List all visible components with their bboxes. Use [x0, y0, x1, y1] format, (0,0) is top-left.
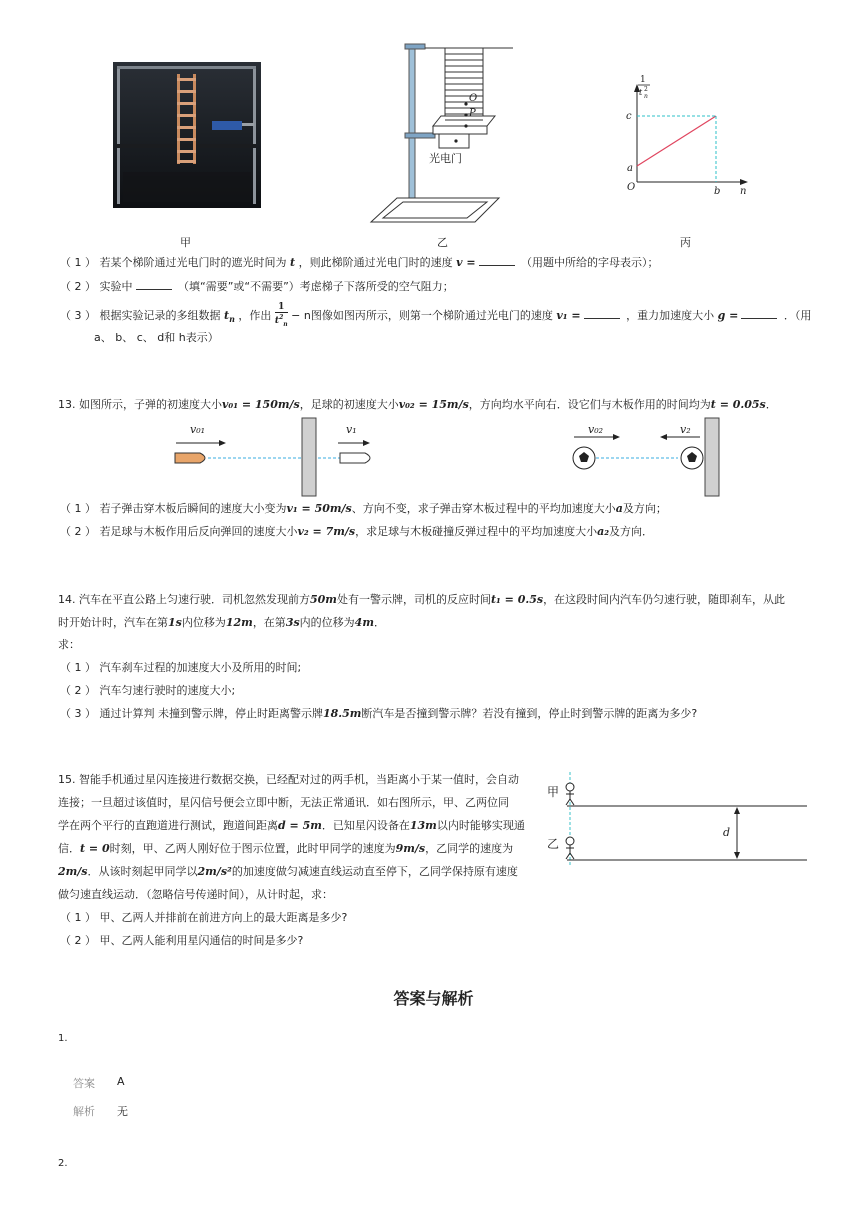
q13-part2-text-a: （ 2 ） 若足球与木板作用后反向弹回的速度大小	[60, 525, 298, 538]
q12-part3	[60, 302, 811, 330]
person-jia	[566, 783, 574, 805]
q13-part1-text-b: 、方向不变，求子弹击穿木板过程中的平均加速度大小	[351, 502, 616, 515]
q12-part1-text-b: ，则此梯阶通过光电门时的速度	[298, 256, 453, 269]
y-axis-denominator: t	[639, 88, 643, 97]
q13-part1-a: a	[615, 502, 623, 515]
ladder-photo-graphic	[113, 62, 261, 208]
x-axis-arrow	[740, 179, 748, 185]
q12-part1-text-c: （用题中所给的字母表示）；	[521, 256, 659, 269]
q14-line1	[58, 592, 785, 608]
q12-part3-fraction-num: 1	[275, 302, 288, 313]
v1-arrow-head	[363, 440, 370, 446]
answer-1-number: 1.	[58, 1033, 68, 1044]
q15-line4	[58, 841, 513, 857]
fig-v01-label: v₀₁	[190, 423, 206, 436]
q13-part2-text-c: 及方向．	[609, 525, 654, 538]
q14-line2-text-a: 时开始计时，汽车在第	[58, 616, 168, 629]
bullet-after	[340, 453, 370, 463]
q15-line3-text-a: 学在两个平行的直跑道进行测试，跑道间距离	[58, 819, 278, 832]
q12-part3-fraction-den-sup: 2	[279, 314, 284, 321]
q13-v01: v₀₁ = 150m/s	[222, 398, 300, 411]
q12-part2	[60, 279, 454, 295]
q14-part2: （ 2 ） 汽车匀速行驶时的速度大小;	[60, 684, 236, 697]
d-arrow-top	[734, 807, 740, 814]
point-o-label: O	[469, 93, 478, 104]
label-a: a	[627, 163, 633, 174]
answer-1-label: 答案	[73, 1077, 95, 1090]
q15-line3-text-b: ．已知星闪设备在	[321, 819, 410, 832]
point-p-label: P	[469, 108, 476, 119]
q15-line2: 连接；一旦超过该值时，星闪信号便会立即中断，无法正常通讯．如右图所示，甲、乙两位同	[58, 796, 509, 809]
v2-arrow-head	[660, 434, 667, 440]
d-arrow-bottom	[734, 852, 740, 859]
q15-track-svg	[545, 770, 810, 870]
q15-line4-text-b: 时刻，甲、乙两人刚好位于图示位置，此时甲同学的速度为	[109, 842, 396, 855]
q15-line4-text-a: 信．	[58, 842, 80, 855]
q14-1s: 1s	[168, 616, 182, 629]
q15-line4-text-c: ，乙同学的速度为	[425, 842, 514, 855]
q12-part2-blank[interactable]	[136, 279, 172, 290]
q12-part3-text-b: ，作出	[238, 308, 272, 322]
q15-part1: （ 1 ） 甲、乙两人并排前在前进方向上的最大距离是多少?	[60, 911, 348, 924]
q15-13m: 13m	[409, 819, 437, 832]
q15-track-figure	[545, 770, 810, 870]
q13-intro-text-b: ，足球的初速度大小	[299, 398, 399, 411]
q14-12m: 12m	[225, 616, 253, 629]
q14-part3-text-a: （ 3 ） 通过计算判 未撞到警示牌，停止时距离警示牌	[60, 707, 323, 720]
q12-part1-text-a: （ 1 ） 若某个梯阶通过光电门时的遮光时间为	[60, 256, 287, 269]
v01-arrow-head	[219, 440, 226, 446]
q13-bullet-figure	[170, 415, 390, 497]
q13-part2-a2: a₂	[597, 525, 610, 538]
label-origin: O	[627, 182, 636, 193]
q13-intro-text-d: ．	[765, 398, 777, 411]
caption-yi: 乙	[437, 236, 448, 249]
q12-part3-v1: v₁ =	[556, 308, 581, 322]
q12-part3-text-a: （ 3 ） 根据实验记录的多组数据	[60, 308, 221, 322]
q14-t1: t₁ = 0.5s	[490, 593, 544, 606]
q12-part1	[60, 255, 659, 271]
q13-part2-text-b: ，求足球与木板碰撞反弹过程中的平均加速度大小	[355, 525, 598, 538]
q13-intro	[58, 397, 777, 413]
q15-acc: 2m/s²	[197, 865, 232, 878]
q14-line2	[58, 615, 385, 631]
answer-1-value: A	[117, 1075, 125, 1088]
q13-intro-text-a: 13. 如图所示，子弹的初速度大小	[58, 398, 222, 411]
q12-part3-text-e: ．（用	[783, 308, 812, 322]
q15-t0: t = 0	[80, 842, 110, 855]
q14-4m: 4m	[354, 616, 374, 629]
wood-board-2	[705, 418, 719, 496]
graph-bing-svg	[618, 72, 758, 200]
q14-part3	[60, 706, 697, 722]
q15-line1: 15. 智能手机通过星闪连接进行数据交换，已经配对过的两手机，当距离小于某一值时，会自动	[58, 773, 519, 786]
q13-ball-svg	[568, 415, 728, 497]
person-yi	[566, 837, 574, 859]
q12-part3-tn	[224, 308, 235, 325]
q15-line3-text-c: 以内时能够实现通	[436, 819, 525, 832]
fig-v1-label: v₁	[346, 423, 357, 436]
q12-part3-fraction-den-sub: n	[283, 320, 288, 328]
y-axis-denominator-sup: 2	[644, 86, 648, 93]
q15-line3	[58, 818, 525, 834]
data-line	[637, 116, 716, 166]
q13-intro-text-c: ，方向均水平向右．设它们与木板作用的时间均为	[468, 398, 711, 411]
x-axis-label: n	[740, 186, 747, 197]
q13-v02: v₀₂ = 15m/s	[398, 398, 469, 411]
q12-part1-blank[interactable]	[479, 255, 515, 266]
wood-board-1	[302, 418, 316, 496]
q15-line6: 做匀速直线运动．（忽略信号传递时间），从计时起，求：	[58, 888, 333, 901]
explanation-1-label: 解析	[73, 1105, 95, 1118]
q14-line2-text-c: ，在第	[252, 616, 286, 629]
q13-part2-v2: v₂ = 7m/s	[297, 525, 356, 538]
q13-part1	[60, 501, 667, 517]
q12-part3-line2: a、 b、 c、 d和 h表示）	[94, 331, 219, 344]
q13-ball-figure	[568, 415, 728, 497]
q14-line2-text-d: 内的位移为	[299, 616, 355, 629]
q12-part3-text-c: − n图像如图丙所示，则第一个梯阶通过光电门的速度	[291, 308, 553, 322]
q12-part3-blank-g[interactable]	[741, 308, 777, 319]
v02-arrow-head	[613, 434, 620, 440]
fig-v2-label: v₂	[680, 423, 691, 436]
q12-part1-v: v =	[456, 256, 476, 269]
q12-part3-g: g =	[717, 308, 739, 322]
graph-bing	[618, 72, 758, 200]
ladder-photo	[113, 62, 261, 208]
q15-line5-text-b: 的加速度做匀减速直线运动直至停下，乙同学保持原有速度	[231, 865, 518, 878]
q14-line1-text-b: 处有一警示牌，司机的反应时间	[336, 593, 491, 606]
q12-part3-fraction-den	[275, 313, 288, 330]
q13-part1-text-c: 及方向；	[622, 502, 667, 515]
q14-line1-text-c: ，在这段时间内汽车仍匀速行驶，随即刹车，从此	[543, 593, 786, 606]
q12-part3-fraction-den-base: t	[274, 316, 280, 326]
y-axis-denominator-sub: n	[644, 93, 648, 100]
fig-yi-label: 乙	[547, 837, 560, 851]
y-axis-numerator: 1	[640, 75, 646, 85]
q13-part1-v1: v₁ = 50m/s	[286, 502, 352, 515]
q14-line1-text-a: 14. 汽车在平直公路上匀速行驶．司机忽然发现前方	[58, 593, 310, 606]
q14-part3-text-b: 断汽车是否撞到警示牌？若没有撞到，停止时到警示牌的距离为多少?	[361, 707, 698, 720]
fig-v02-label: v₀₂	[588, 423, 604, 436]
q14-3s: 3s	[285, 616, 300, 629]
q13-part1-text-a: （ 1 ） 若子弹击穿木板后瞬间的速度大小变为	[60, 502, 287, 515]
q14-part1: （ 1 ） 汽车刹车过程的加速度大小及所用的时间;	[60, 661, 302, 674]
q15-9ms: 9m/s	[395, 842, 426, 855]
q15-d: d = 5m	[278, 819, 322, 832]
q15-2ms: 2m/s	[58, 865, 88, 878]
q12-part2-text-b: （填“需要”或“不需要”）考虑梯子下落所受的空气阻力；	[178, 280, 454, 293]
q13-part2	[60, 524, 653, 540]
caption-jia: 甲	[180, 236, 191, 249]
answers-title: 答案与解析	[393, 989, 474, 1008]
q15-line5	[58, 864, 518, 880]
fig-jia-label: 甲	[547, 785, 560, 799]
q14-part3-distance: 18.5m	[322, 707, 362, 720]
q12-part3-blank-v1[interactable]	[584, 308, 620, 319]
q12-part3-tn-sub: n	[229, 314, 235, 325]
q12-part3-text-d: ，重力加速度大小	[626, 308, 715, 322]
q12-part1-t: t	[290, 256, 296, 269]
photogate-label: 光电门	[429, 152, 462, 165]
caption-bing: 丙	[680, 236, 691, 249]
label-c: c	[626, 111, 632, 122]
q12-part2-text-a: （ 2 ） 实验中	[60, 280, 133, 293]
q15-line5-text-a: ．从该时刻起甲同学以	[87, 865, 198, 878]
q12-part3-fraction	[275, 302, 288, 330]
q14-distance: 50m	[310, 593, 337, 606]
q13-bullet-svg	[170, 415, 390, 497]
q15-part2: （ 2 ） 甲、乙两人能利用星闪通信的时间是多少?	[60, 934, 304, 947]
explanation-1-value: 无	[117, 1105, 128, 1118]
apparatus-diagram	[365, 40, 515, 230]
q13-t: t = 0.05s	[710, 398, 766, 411]
q14-qiu: 求：	[58, 638, 80, 651]
q14-line2-text-e: ．	[373, 616, 385, 629]
apparatus-graphic	[365, 40, 515, 230]
answer-2-number: 2.	[58, 1158, 68, 1169]
bullet-before	[175, 453, 205, 463]
label-b: b	[714, 186, 721, 197]
q12-part3-tn-base: t	[224, 308, 230, 322]
q14-line2-text-b: 内位移为	[181, 616, 226, 629]
fig-d-label: d	[723, 826, 731, 839]
